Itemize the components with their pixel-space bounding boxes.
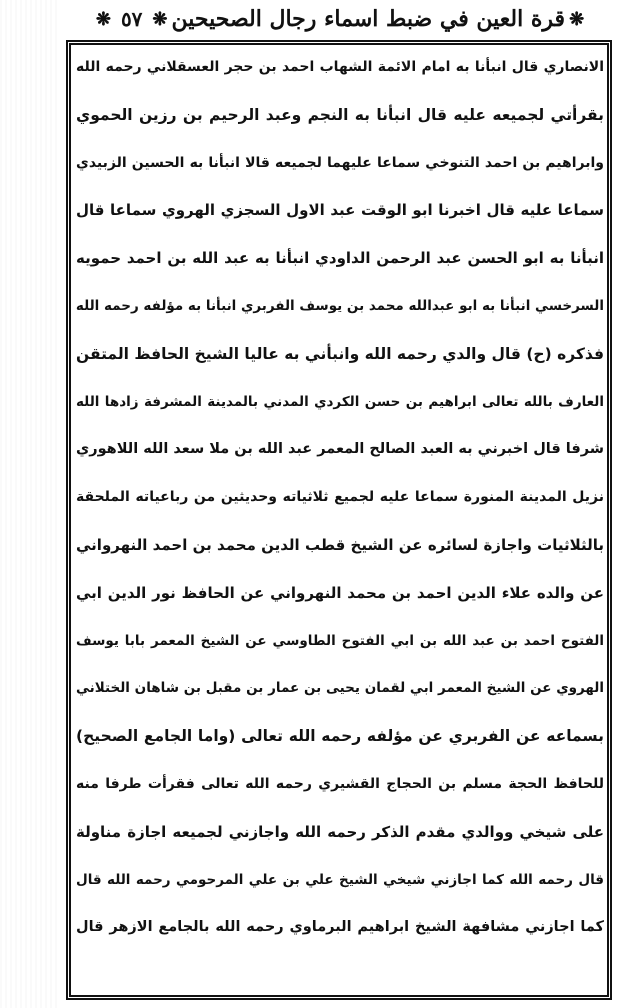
running-header xyxy=(70,2,610,36)
text-line: الهروي عن الشيخ المعمر ابي لقمان يحيى بن عمار بن مقبل بن شاهان الختلاني xyxy=(76,680,604,697)
text-line: شرفا قال اخبرني به العبد الصالح المعمر عبد الله بن ملا سعد الله اللاهوري xyxy=(76,441,604,458)
text-line: بالثلاثيات واجازة لسائره عن الشيخ قطب الدين محمد بن احمد النهرواني xyxy=(76,535,604,554)
text-line: العارف بالله تعالى ابراهيم بن حسن الكردي المدني بالمدينة المشرفة زادها الله xyxy=(76,393,604,410)
text-line: قال رحمه الله كما اجازني شيخي الشيخ علي بن علي المرحومي رحمه الله قال xyxy=(76,871,604,888)
text-line: انبأنا به ابو الحسن عبد الرحمن الداودي انبأنا به عبد الله بن احمد حمويه xyxy=(76,249,604,268)
page-number: ٥٧ xyxy=(120,7,143,31)
text-line: وابراهيم بن احمد التنوخي سماعا عليهما لجميعه قالا انبأنا به الحسين الزبيدي xyxy=(76,154,604,171)
text-line: السرخسي انبأنا به ابو عبدالله محمد بن يوسف الفربري انبأنا به مؤلفه رحمه الله xyxy=(76,297,604,314)
text-line: فذكره (ح) قال والدي رحمه الله وانبأني به عاليا الشيخ الحافظ المتقن xyxy=(76,344,604,363)
page-edge-shadow xyxy=(0,0,58,1008)
text-line: كما اجازني مشافهة الشيخ ابراهيم البرماوي رحمه الله بالجامع الازهر قال xyxy=(76,919,604,936)
text-line: نزيل المدينة المنورة سماعا عليه لجميع ثلاثياته وحديثين من رباعياته الملحقة xyxy=(76,489,604,506)
text-line: للحافظ الحجة مسلم بن الحجاج القشيري رحمه الله تعالى فقرأت طرفا منه xyxy=(76,775,604,792)
text-line: الانصاري قال انبأنا به امام الائمة الشهاب احمد بن حجر العسقلاني رحمه الله xyxy=(76,59,604,75)
text-line: عن والده علاء الدين احمد بن محمد النهرواني عن الحافظ نور الدين ابي xyxy=(76,583,604,602)
body-text xyxy=(76,44,604,952)
text-line: سماعا عليه قال اخبرنا ابو الوقت عبد الاول السجزي الهروي سماعا قال xyxy=(76,201,604,220)
ornament-icon: ❋ xyxy=(95,8,111,30)
text-line: الفتوح احمد بن عبد الله بن ابي الفتوح الطاوسي عن الشيخ المعمر بابا يوسف xyxy=(76,632,604,649)
text-line: بسماعه عن الفربري عن مؤلفه رحمه الله تعالى (واما الجامع الصحيح) xyxy=(76,727,604,746)
ornament-icon: ❋ xyxy=(152,8,168,30)
text-line: على شيخي ووالدي مقدم الذكر رحمه الله واجازني لجميعه اجازة مناولة xyxy=(76,822,604,841)
text-line: بقرأتي لجميعه عليه قال انبأنا به النجم وعبد الرحيم بن رزين الحموي xyxy=(76,105,604,124)
ornament-icon: ❋ xyxy=(569,8,585,30)
header-title: قرة العين في ضبط اسماء رجال الصحيحين xyxy=(171,6,566,32)
